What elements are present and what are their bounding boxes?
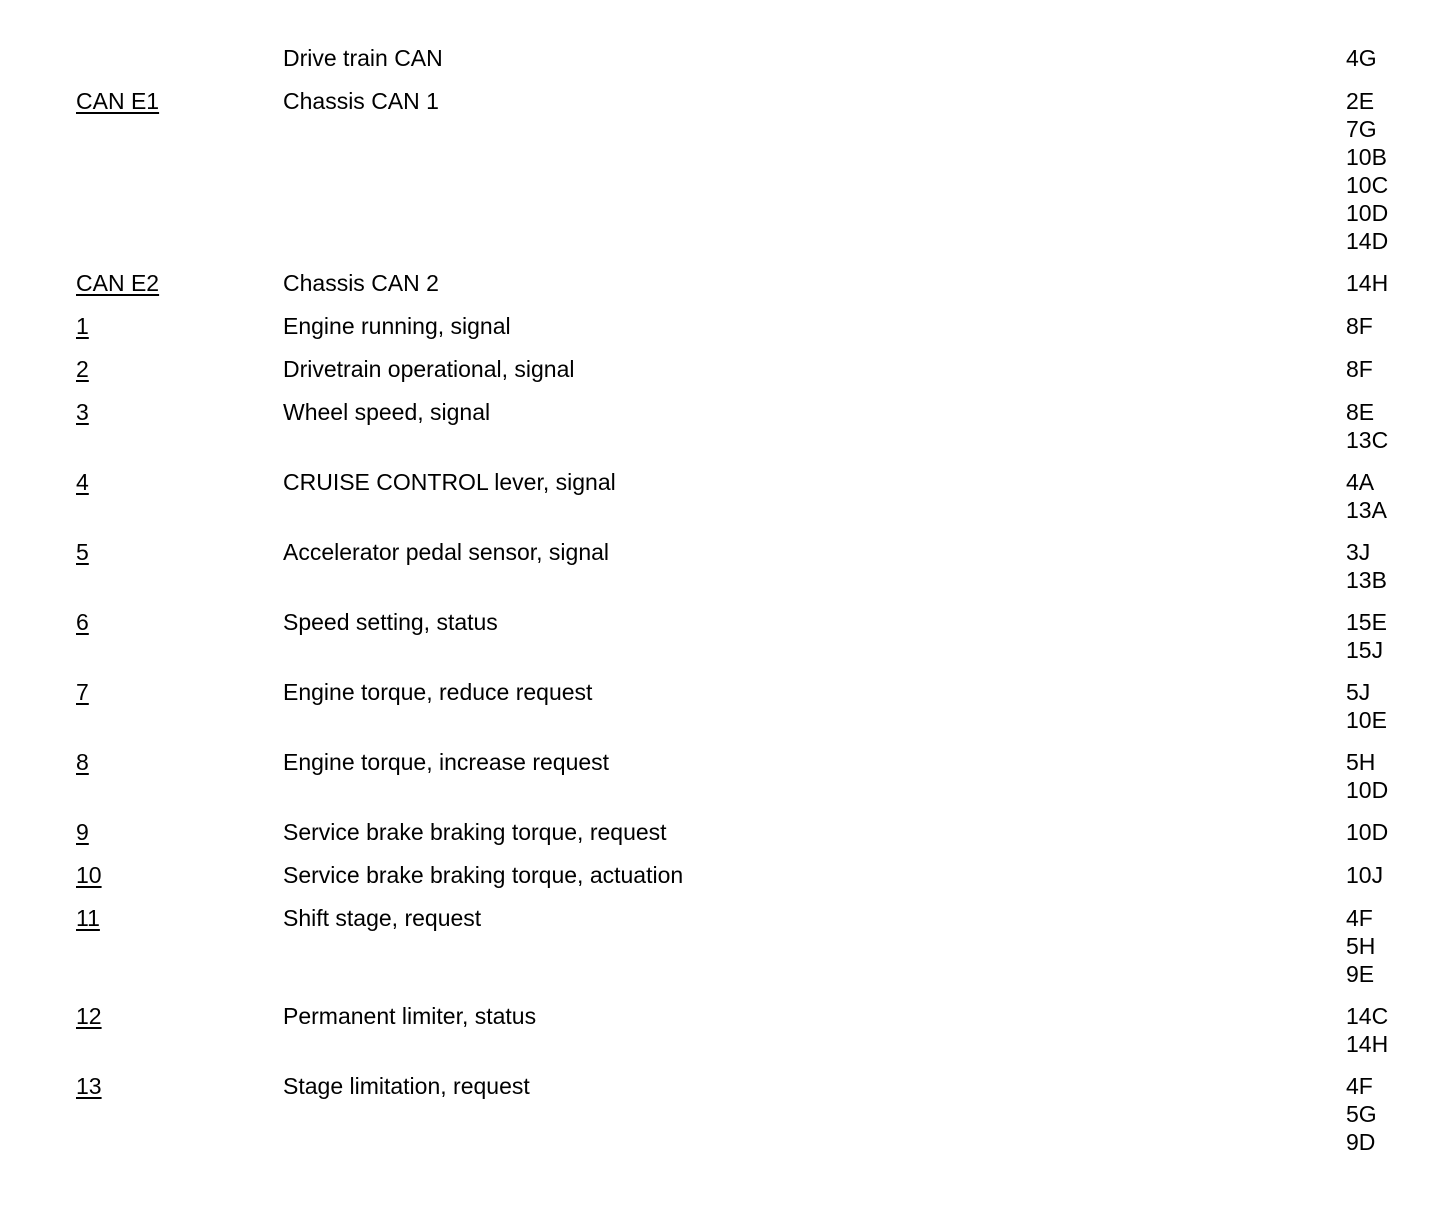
grid-reference-list (1346, 861, 1416, 889)
grid-reference-list (1346, 398, 1416, 454)
grid-reference: 10E (1346, 707, 1387, 733)
signal-description: Accelerator pedal sensor, signal (283, 539, 610, 565)
signal-description: Shift stage, request (283, 905, 482, 931)
grid-reference-list (1346, 748, 1416, 804)
signal-key-link[interactable]: 12 (76, 1003, 102, 1029)
grid-reference: 8F (1346, 356, 1373, 382)
signal-key-link[interactable]: 5 (76, 539, 89, 565)
table-row (76, 678, 1416, 734)
grid-reference: 4G (1346, 45, 1377, 71)
table-row (76, 904, 1416, 988)
grid-reference: 10J (1346, 862, 1384, 888)
grid-reference: 9E (1346, 961, 1375, 987)
table-row (76, 312, 1416, 340)
grid-reference: 4A (1346, 469, 1375, 495)
signal-description: Drivetrain operational, signal (283, 356, 575, 382)
table-row (76, 608, 1416, 664)
grid-reference-list (1346, 355, 1416, 383)
grid-reference-list (1346, 608, 1416, 664)
grid-reference-list (1346, 87, 1416, 255)
table-row (76, 1072, 1416, 1156)
grid-reference: 15J (1346, 637, 1384, 663)
signal-key-link[interactable]: 2 (76, 356, 89, 382)
signal-description: Engine torque, increase request (283, 749, 610, 775)
signal-description: Service brake braking torque, request (283, 819, 667, 845)
grid-reference: 5H (1346, 749, 1376, 775)
grid-reference-list (1346, 269, 1416, 297)
grid-reference: 8E (1346, 399, 1375, 425)
table-row (76, 398, 1416, 454)
grid-reference: 7G (1346, 116, 1377, 142)
grid-reference: 15E (1346, 609, 1387, 635)
grid-reference: 8F (1346, 313, 1373, 339)
grid-reference: 5G (1346, 1101, 1377, 1127)
grid-reference-list (1346, 678, 1416, 734)
signal-key-link[interactable]: 9 (76, 819, 89, 845)
grid-reference: 10D (1346, 819, 1389, 845)
signal-description: Engine torque, reduce request (283, 679, 593, 705)
signal-description: Service brake braking torque, actuation (283, 862, 684, 888)
signal-key-link[interactable]: 8 (76, 749, 89, 775)
grid-reference: 13C (1346, 427, 1389, 453)
signal-key-link[interactable]: 13 (76, 1073, 102, 1099)
signal-description: Stage limitation, request (283, 1073, 530, 1099)
grid-reference: 10D (1346, 200, 1389, 226)
signal-key-link[interactable]: 7 (76, 679, 89, 705)
grid-reference: 14H (1346, 270, 1389, 296)
table-row (76, 748, 1416, 804)
grid-reference-list (1346, 1072, 1416, 1156)
grid-reference: 14H (1346, 1031, 1389, 1057)
grid-reference: 14D (1346, 228, 1389, 254)
signal-description: Speed setting, status (283, 609, 498, 635)
grid-reference-list (1346, 1002, 1416, 1058)
table-row (76, 269, 1416, 297)
grid-reference: 5J (1346, 679, 1371, 705)
grid-reference: 10D (1346, 777, 1389, 803)
grid-reference-list (1346, 538, 1416, 594)
table-row (76, 861, 1416, 889)
signal-description: Drive train CAN (283, 45, 443, 71)
signal-key-link[interactable]: 3 (76, 399, 89, 425)
signal-description: Chassis CAN 1 (283, 88, 439, 114)
signal-reference-table (76, 44, 1416, 1170)
table-row (76, 1002, 1416, 1058)
table-row (76, 468, 1416, 524)
grid-reference-list (1346, 468, 1416, 524)
signal-description: Chassis CAN 2 (283, 270, 439, 296)
signal-description: Engine running, signal (283, 313, 511, 339)
signal-key-link[interactable]: 11 (76, 905, 100, 931)
signal-description: CRUISE CONTROL lever, signal (283, 469, 616, 495)
signal-key-link[interactable]: 4 (76, 469, 89, 495)
signal-key-link[interactable]: 1 (76, 313, 89, 339)
grid-reference-list (1346, 818, 1416, 846)
grid-reference: 3J (1346, 539, 1371, 565)
grid-reference: 13B (1346, 567, 1387, 593)
grid-reference: 10B (1346, 144, 1387, 170)
signal-description: Wheel speed, signal (283, 399, 491, 425)
grid-reference: 4F (1346, 905, 1373, 931)
table-row (76, 538, 1416, 594)
signal-description: Permanent limiter, status (283, 1003, 537, 1029)
grid-reference: 14C (1346, 1003, 1389, 1029)
signal-key-link[interactable]: CAN E1 (76, 88, 160, 114)
grid-reference-list (1346, 312, 1416, 340)
grid-reference-list (1346, 904, 1416, 988)
grid-reference-list (1346, 44, 1416, 72)
grid-reference: 2E (1346, 88, 1375, 114)
table-row (76, 355, 1416, 383)
grid-reference: 13A (1346, 497, 1387, 523)
grid-reference: 9D (1346, 1129, 1376, 1155)
table-row (76, 818, 1416, 846)
grid-reference: 10C (1346, 172, 1389, 198)
table-row (76, 87, 1416, 255)
table-row (76, 44, 1416, 72)
grid-reference: 5H (1346, 933, 1376, 959)
signal-key-link[interactable]: 10 (76, 862, 102, 888)
grid-reference: 4F (1346, 1073, 1373, 1099)
signal-key-link[interactable]: 6 (76, 609, 89, 635)
signal-key-link[interactable]: CAN E2 (76, 270, 160, 296)
